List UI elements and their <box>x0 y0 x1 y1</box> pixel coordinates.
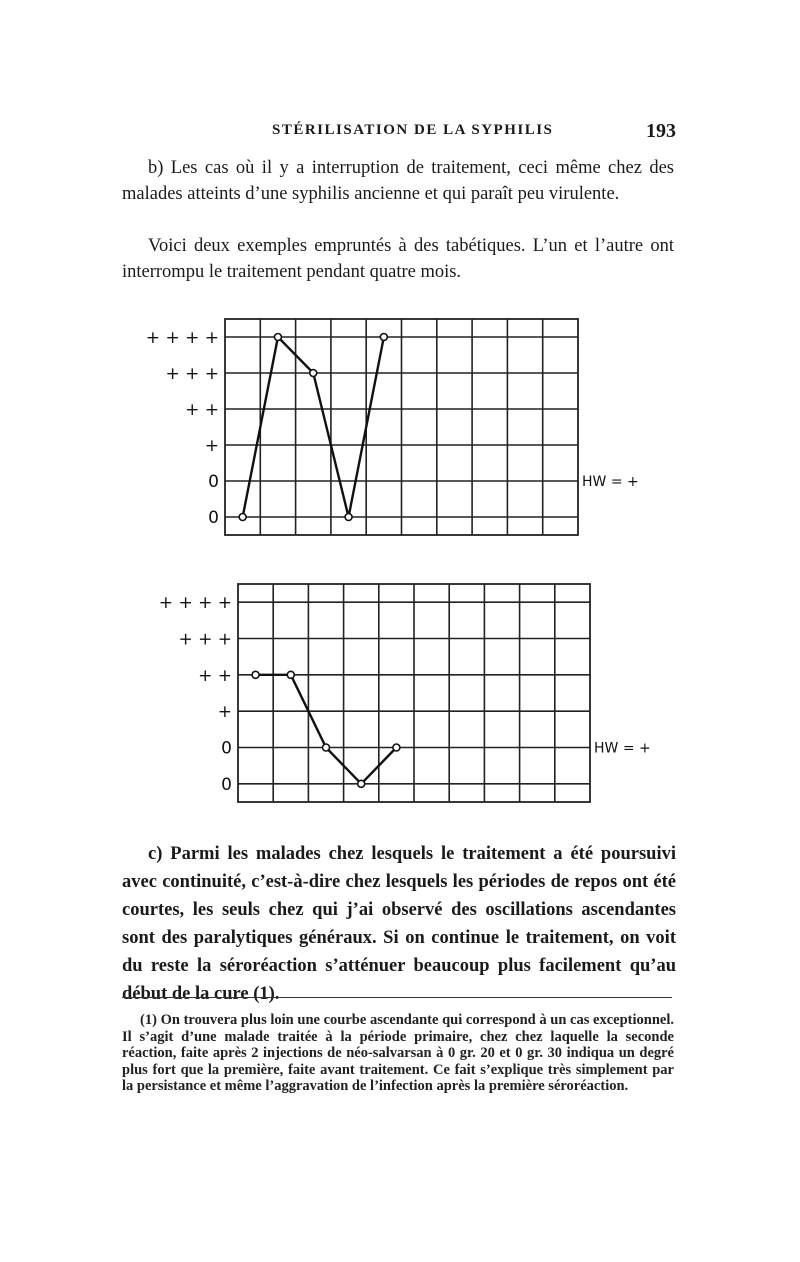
hw-annotation: HW = + <box>594 740 651 757</box>
data-point <box>358 780 365 787</box>
chart-tabetic-1 <box>0 305 800 555</box>
data-point <box>274 334 281 341</box>
chart-tabetic-2 <box>0 570 800 820</box>
data-point <box>393 744 400 751</box>
data-point <box>287 671 294 678</box>
series-line <box>256 675 397 784</box>
data-point <box>239 514 246 521</box>
paragraph-c: c) Parmi les malades chez lesquels le traitement a été poursuivi avec continuité, c’est-à-dire chez lesquels les périodes de repos ont été courtes, les seuls chez qui j’ai observé des oscillations ascendantes sont des paralytiques généraux. Si on continue le traitement, on voit du reste la séroréaction s’atténuer beaucoup plus facilement qu’au début de la cure (1). <box>122 844 676 1004</box>
page-header <box>140 120 676 142</box>
y-tick-label: + <box>204 436 219 456</box>
y-tick-label: + + + <box>165 364 219 384</box>
series-line <box>243 337 384 517</box>
y-tick-label: 0 <box>208 508 219 528</box>
data-point <box>252 671 259 678</box>
y-tick-label: 0 <box>221 774 232 795</box>
y-tick-label: + + <box>185 400 219 420</box>
page-number: 193 <box>646 120 676 142</box>
data-point <box>345 514 352 521</box>
y-tick-label: 0 <box>221 738 232 759</box>
data-point <box>310 370 317 377</box>
y-tick-label: + + + <box>178 629 232 650</box>
y-tick-label: + <box>217 702 232 723</box>
y-tick-label: + + + + <box>158 593 232 614</box>
paragraph-examples: Voici deux exemples empruntés à des tabétiques. L’un et l’autre ont interrompu le traitement pendant quatre mois. <box>122 236 674 282</box>
y-tick-label: 0 <box>208 472 219 492</box>
running-title: STÉRILISATION DE LA SYPHILIS <box>272 122 554 138</box>
footnote-rule <box>122 997 672 998</box>
data-point <box>380 334 387 341</box>
paragraph-b: b) Les cas où il y a interruption de traitement, ceci même chez des malades atteints d’une syphilis ancienne et qui paraît peu virulente. <box>122 158 674 204</box>
y-tick-label: + + <box>198 665 232 686</box>
footnote: (1) On trouvera plus loin une courbe ascendante qui correspond à un cas exceptionnel. Il s’agit d’une malade traitée à la période primaire, chez chez laquelle la seconde réaction, faite après 2 injections de néo-salvarsan à 0 gr. 20 et 0 gr. 30 indiqua un degré plus fort que la première, faite avant traitement. Ce fait s’explique très simplement par la persistance et même l’aggravation de l’infection après la première séroréaction. <box>122 1012 674 1094</box>
data-point <box>323 744 330 751</box>
y-tick-label: + + + + <box>145 328 219 348</box>
hw-annotation: HW = + <box>582 474 639 490</box>
